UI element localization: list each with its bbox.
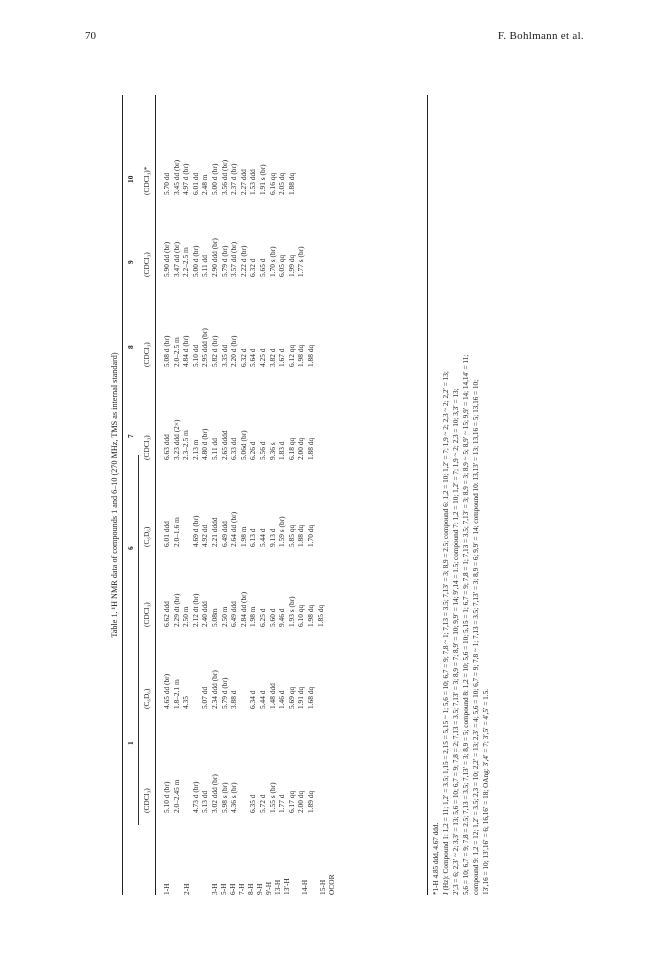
footnote-line: J (Hz): Compound 1: 1,2 = 11; 1,2′ = 3.5; 1,15 = 2,15 = 5,15 ~ 1; 5,6 = 10; 6,7 = 9; 7,8 ~ 1; 7,13 = 3.5; 7,13′ = 3; 8,9 = 2.5; compound 6: 1,2 = 10; 1,2′ = 7; 1,9 ~ 2; 2,3 ~ 2; 2,2′ = 13; (442, 371, 450, 895)
table-cell: 5.90 dd (br) (162, 241, 171, 277)
table-cell: 1.91 dq (296, 686, 306, 709)
table-cell: 6.62 ddd (162, 601, 171, 627)
table-cell: 4.65 dd (br) (162, 673, 171, 709)
table-cell: 2.95 ddd (br) (200, 328, 210, 367)
table-cell: 6.13 d (248, 528, 258, 547)
table-cell: 5.07 dd (200, 686, 210, 709)
table-cell: 1.85 dq (315, 604, 325, 627)
table-cell: 4.35 (181, 696, 191, 709)
table-cell: 2.3–2.5 m (181, 430, 191, 460)
table-cell: 6.18 qq (286, 437, 296, 460)
table-cell: 2.0–1.6 m (171, 517, 181, 547)
table-cell: 3.02 ddd (br) (210, 774, 219, 813)
table-cell: 4.36 s (br) (229, 782, 239, 813)
table-cell: 2.50 m (181, 606, 191, 627)
row-label: 3-H (210, 883, 219, 895)
table-cell: 1.88 dq (306, 344, 315, 367)
table-cell: 3.23 ddd (2×) (171, 419, 181, 460)
table-cell: 5.60 d (267, 608, 277, 627)
table-cell: 1.93 s (br) (286, 596, 296, 627)
table-cell: 4.80 d (br) (200, 428, 210, 460)
table-cell: 1.89 dq (306, 790, 315, 813)
table-cell: 6.49 ddd (219, 521, 229, 547)
table-cell: 1.88 dq (296, 524, 306, 547)
table-cell: 4.84 d (br) (181, 335, 191, 367)
table-cell: 2.00 dq (296, 437, 306, 460)
table-cell: 5.11 dd (200, 255, 210, 277)
table-cell: 4.69 d (br) (190, 515, 200, 547)
table-cell: 5.79 d (br) (219, 245, 229, 277)
table-cell: 2.22 d (br) (238, 245, 248, 277)
table-cell: 1.98 dq (296, 344, 306, 367)
table-cell: 3.57 dd (br) (229, 241, 239, 277)
footnote-line: compound 9: 1,2 = 12; 1,2′ = 3.5; 2,3 = 10; 2,2′ = 13; 2,3′ = 4; 5,6 = 10; 6,7 = 9; 7,8 ~ 1; 7,13 = 3.5; 7,13′ = 3; 8,9 = 6; 9,9′ = 14; compound 10: 13,13′ = 13; 13,16 = 5; 13,16 = 10; (472, 379, 480, 895)
solvent-7: (CDCl₃) (142, 435, 151, 460)
table-cell: 9.13 d (267, 528, 277, 547)
row-label: 2-H (182, 883, 191, 895)
table-cell: 1.46 d (277, 690, 287, 709)
table-cell: 1.55 s (br) (267, 782, 277, 813)
table-cell: 1.67 d (277, 348, 287, 367)
compound-header-8: 8 (126, 345, 135, 349)
compound-header-6: 6 (126, 546, 135, 550)
table-cell: 2.34 ddd (br) (210, 670, 219, 709)
table-cell: 9.36 s (267, 442, 277, 460)
table-cell: 5.56 d (258, 441, 267, 460)
table-cell: 3.82 d (267, 348, 277, 367)
table-cell: 6.25 d (258, 608, 267, 627)
table-cell: 5.85 qq (286, 524, 296, 547)
footnote-line: 2′,3 = 6; 2,3′ ~ 2; 3,3′ = 13; 5,6 = 10; 6,7 = 9; 7,8 = 2; 7,13 = 3.5; 7,13′ = 3; 8,9 = 7; 8,9′ = 10; 9,9′ = 14; 9′,14 = 1.5; compound 7: 1,2 = 10; 1,2′ = 7; 1,9 ~ 2; 2,3 = 10; 3,3′ = 13; (452, 388, 460, 895)
table-cell: 1.83 d (277, 441, 287, 460)
row-label: 14-H (300, 879, 309, 895)
table-cell: 5.00 d (br) (190, 245, 200, 277)
footnote-line: *1-H 4.85 ddd, 4.67 ddd. (432, 822, 440, 895)
table-cell: 2.12 dt (br) (190, 593, 200, 627)
table-cell: 4.92 dd (200, 524, 210, 547)
table-cell: 5.65 d (258, 258, 267, 277)
table-cell: 2.20 d (br) (229, 335, 239, 367)
table-cell: 1.59 s (br) (277, 516, 287, 547)
table-cell: 2.48 m (200, 174, 210, 195)
compound-header-10: 10 (126, 175, 135, 183)
table-cell: 5.44 d (258, 690, 267, 709)
row-label: OCOR (327, 874, 336, 895)
table-cell: 6.49 ddd (229, 601, 239, 627)
table-cell: 3.56 dd (br) (219, 159, 229, 195)
table-cell: 5.44 d (258, 528, 267, 547)
solvent-8: (CDCl₃) (142, 342, 151, 367)
table-cell: 5.10 d (br) (162, 781, 171, 813)
table-caption: Table 1. ¹H NMR data of compounds 1 and 6–10 (270 MHz, TMS as internal standard) (110, 352, 119, 638)
table-cell: 2.37 d (br) (229, 163, 239, 195)
table-cell: 1.8–2.1 m (171, 679, 181, 709)
table-cell: 2.84 dd (br) (238, 591, 248, 627)
table-cell: 4.97 d (br) (181, 163, 191, 195)
table-cell: 2.05 dq (277, 172, 287, 195)
table-cell: 6.16 qq (267, 172, 277, 195)
bottom-rule (427, 95, 428, 895)
table-cell: 6.10 qq (296, 604, 306, 627)
table-cell: 2.0–2.45 m (171, 779, 181, 813)
table-cell: 2.13 m (190, 439, 200, 460)
table-cell: 1.68 dq (306, 686, 315, 709)
table-cell: 5.79 d (br) (219, 677, 229, 709)
compound-header-1: 1 (126, 741, 135, 745)
table-cell: 2.64 dd (br) (229, 511, 239, 547)
table-cell: 1.98 m (248, 606, 258, 627)
table-cell: 3.88 d (229, 690, 239, 709)
row-label: 9-H (255, 883, 264, 895)
table-cell: 2.50 m (219, 606, 229, 627)
table-cell: 2.65 dddd (219, 430, 229, 460)
solvent-6-cdcl3: (CDCl₃) (142, 602, 151, 627)
table-cell: 3.35 dd (219, 344, 229, 367)
table-cell: 6.63 ddd (162, 434, 171, 460)
table-cell: 6.35 d (248, 794, 258, 813)
table-cell: 9.46 d (277, 608, 287, 627)
table-cell: 2.0–2.5 m (171, 337, 181, 367)
row-label: 1-H (162, 883, 171, 895)
solvent-9: (CDCl₃) (142, 252, 151, 277)
solvent-6-c6d6: (C₆D₆) (142, 526, 151, 547)
table-cell: 6.33 dd (229, 437, 239, 460)
table-cell: 5.13 dd (200, 790, 210, 813)
solvent-1-c6d6: (C₆D₆) (142, 688, 151, 709)
table-cell: 2.90 ddd (br) (210, 238, 219, 277)
table-cell: 1.91 s (br) (258, 164, 267, 195)
table-cell: 2.29 dt (br) (171, 593, 181, 627)
table-cell: 1.88 dq (306, 437, 315, 460)
table-cell: 1.70 dq (306, 524, 315, 547)
table-cell: 5.98 s (br) (219, 782, 229, 813)
table-cell: 5.08m (210, 608, 219, 627)
table-cell: 6.12 qq (286, 344, 296, 367)
compound-header-9: 9 (126, 260, 135, 264)
table-cell: 1.98 m (238, 526, 248, 547)
table-cell: 1.48 ddd (267, 683, 277, 709)
table-cell: 1.99 dq (286, 254, 296, 277)
table-cell: 5.72 d (258, 794, 267, 813)
table-cell: 2.2–2.5 m (181, 247, 191, 277)
table-cell: 6.34 d (248, 690, 258, 709)
row-label: 13′-H (282, 878, 291, 895)
row-label: 5-H (219, 883, 228, 895)
table-cell: 5.64 d (248, 348, 258, 367)
table-cell: 1.70 s (br) (267, 246, 277, 277)
page-number: 70 (85, 30, 96, 42)
row-label: 15-H (318, 879, 327, 895)
table-cell: 6.17 qq (286, 790, 296, 813)
table-cell: 6.01 dd (190, 172, 200, 195)
table-cell: 2.00 dq (296, 790, 306, 813)
footnote-line: 13′,16 = 10; 13′,16′ = 6; 16,16′ = 18; OAng: 3′,4′ = 7; 3′,5′ = 4′,5′ = 1.5. (482, 689, 490, 895)
table-cell: 4.25 d (258, 348, 267, 367)
header-rule (155, 95, 156, 895)
table-cell: 6.01 ddd (162, 521, 171, 547)
group-line-6 (138, 455, 139, 640)
footnote-line: 5,6 = 10; 6,7 = 9; 7,8 = 2.5; 7,13 = 3.5; 7,13′ = 3; 8,9 = 5; compound 8: 1,2 = 10; 5,6 = 10; 5,15 = 1; 6,7 = 9; 7,8 = 1; 7,13 = 3.5; 7,13′ = 3; 8,9 = 3; 8,9 ~ 5; 8,9′ ~ 15; 9,9′ = 14; 14,14′ = 11; (462, 354, 470, 895)
row-label: 7-H (237, 883, 246, 895)
table-cell: 5.69 qq (286, 686, 296, 709)
solvent-1-cdcl3: (CDCl₃) (142, 788, 151, 813)
table-cell: 3.47 dd (br) (171, 241, 181, 277)
row-label: 6-H (228, 883, 237, 895)
table-cell: 3.45 dd (br) (171, 159, 181, 195)
table-cell: 6.05 qq (277, 254, 287, 277)
table-cell: 6.32 d (248, 258, 258, 277)
row-label: 8-H (246, 883, 255, 895)
table-cell: 5.70 dd (162, 172, 171, 195)
table-cell: 5.82 d (br) (210, 335, 219, 367)
table-cell: 1.53 ddd (248, 169, 258, 195)
table-cell: 1.98 dq (306, 604, 315, 627)
table-cell: 6.26 d (248, 441, 258, 460)
row-label: 13-H (273, 879, 282, 895)
rotated-table-page (110, 95, 550, 895)
table-cell: 1.77 s (br) (296, 246, 306, 277)
table-cell: 5.10 dd (190, 344, 200, 367)
running-head: F. Bohlmann et al. (497, 30, 584, 42)
table-cell: 4.73 d (br) (190, 781, 200, 813)
table-cell: 6.32 d (238, 348, 248, 367)
table-cell: 5.00 d (br) (210, 163, 219, 195)
table-cell: 1.88 dq (286, 172, 296, 195)
table-cell: 5.11 dd (210, 438, 219, 460)
table-cell: 2.40 ddd (200, 601, 210, 627)
solvent-10: (CDCl₃)* (142, 166, 151, 195)
row-label: 9′-H (264, 881, 273, 895)
table-cell: 1.77 d (277, 794, 287, 813)
table-cell: 2.27 ddd (238, 169, 248, 195)
compound-header-7: 7 (126, 434, 135, 438)
table-cell: 5.08 d (br) (162, 335, 171, 367)
table-cell: 5.06d (br) (238, 430, 248, 460)
table-cell: 2.21 dddd (210, 517, 219, 547)
top-rule (122, 95, 123, 895)
